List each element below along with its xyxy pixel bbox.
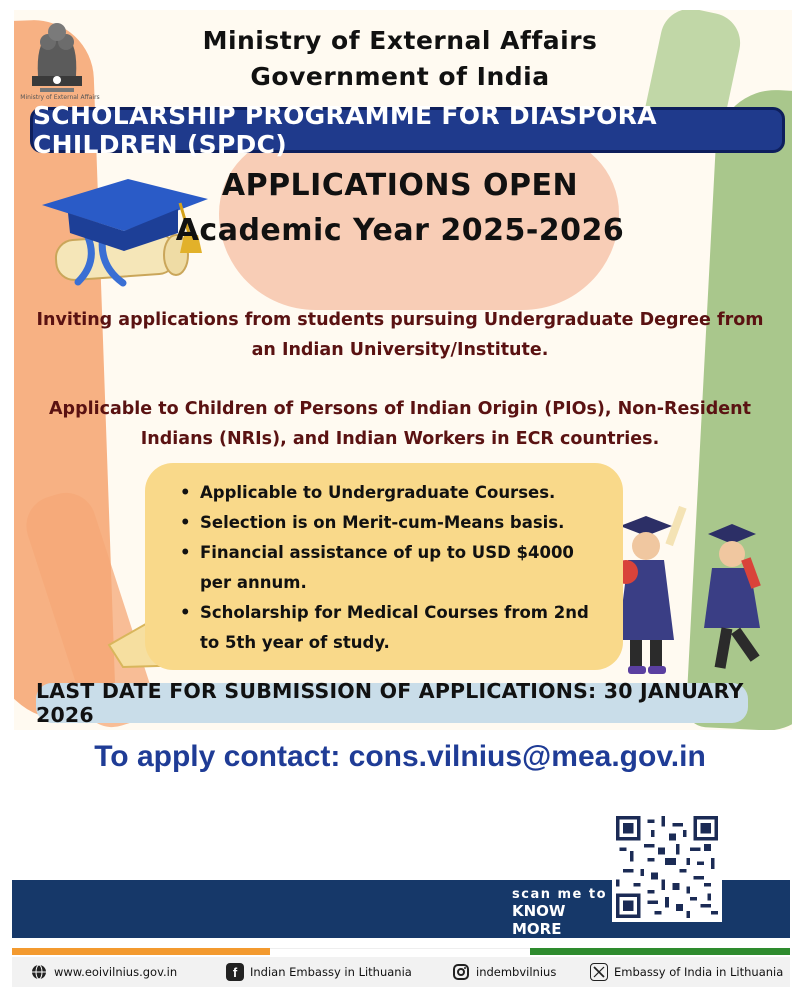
instagram-text: indembvilnius — [476, 965, 557, 979]
x-icon — [590, 963, 608, 981]
highlights-list — [178, 478, 598, 658]
footer-x[interactable] — [590, 963, 783, 981]
emblem-caption: Ministry of External Affairs — [20, 94, 100, 101]
graduates-illustration — [600, 500, 790, 685]
scan-line-2: KNOW MORE — [512, 902, 566, 938]
contact-line[interactable]: To apply contact: cons.vilnius@mea.gov.in — [94, 740, 706, 773]
government-title: Government of India — [250, 62, 550, 91]
tricolour-white — [270, 948, 530, 955]
intro-paragraph-2: Applicable to Children of Persons of Indian Origin (PIOs), Non-Resident Indians (NRIs), and Indian Workers in ECR countries. — [49, 399, 751, 449]
instagram-icon — [452, 963, 470, 981]
scan-line-1: scan me to — [512, 887, 608, 902]
deadline-text: LAST DATE FOR SUBMISSION OF APPLICATIONS: 30 JANUARY 2026 — [36, 679, 744, 727]
footer-website[interactable] — [30, 963, 177, 981]
footer-bar — [12, 957, 790, 987]
deadline-banner — [36, 679, 748, 727]
applications-open-title: APPLICATIONS OPEN — [221, 168, 579, 203]
highlight-item: • Selection is on Merit-cum-Means basis. — [178, 508, 598, 538]
website-text: www.eoivilnius.gov.in — [54, 965, 178, 979]
facebook-text: Indian Embassy in Lithuania — [250, 965, 412, 979]
footer-facebook[interactable] — [226, 963, 412, 981]
programme-banner — [30, 101, 785, 159]
scan-prompt — [512, 887, 612, 938]
x-text: Embassy of India in Lithuania — [614, 965, 784, 979]
highlight-item: • Financial assistance of up to USD $4000 per annum. — [178, 538, 598, 598]
tricolour-green — [530, 948, 790, 955]
footer-instagram[interactable] — [452, 963, 556, 981]
qr-code[interactable] — [612, 812, 722, 922]
globe-icon — [30, 963, 48, 981]
intro-paragraph-1: Inviting applications from students pursuing Undergraduate Degree from an Indian University/Institute. — [36, 310, 764, 360]
facebook-icon: f — [226, 963, 244, 981]
highlight-item: • Applicable to Undergraduate Courses. — [178, 478, 598, 508]
ministry-title: Ministry of External Affairs — [202, 26, 598, 55]
programme-title: SCHOLARSHIP PROGRAMME FOR DIASPORA CHILDREN (SPDC) — [33, 101, 657, 159]
tricolour-saffron — [12, 948, 270, 955]
academic-year-title: Academic Year 2025-2026 — [175, 213, 625, 248]
highlight-item: • Scholarship for Medical Courses from 2nd to 5th year of study. — [178, 598, 598, 658]
